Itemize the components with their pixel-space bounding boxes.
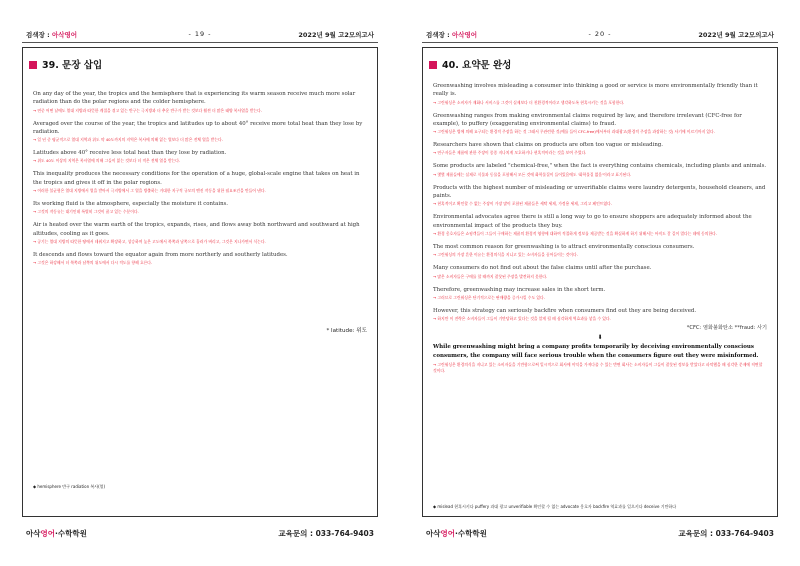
sentence-block [33,120,367,144]
academy-name: 아삭영어·수학학원 [26,529,87,538]
english-sentence: However, this strategy can seriously backfire when consumers find out they are being deceived. [433,307,697,314]
korean-translation: → 위도 40도 이상의 지역은 복사열에 의해 그들이 잃는 것보다 더 적은 전체 열을 받는다. [33,158,181,164]
summary-translation: → 그린워싱은 환경의식을 지니고 있는 소비자들을 기만함으로써 일시적으로 회사에 이익을 가져다줄 수 있는 반면 회사는 소비자들이 그들이 잘못된 정보를 받았다고 파악했을 때 심각한 문제에 직면할 것이다. [433,362,763,374]
sentence-block [33,221,367,245]
sentence-block [433,213,767,237]
reviewer: 검색장 : 아삭영어 [426,31,478,39]
korean-translation: → 하지만 이 전략은 소비자들이 그들이 기만당하고 있다는 것을 알게 될 때 심각하게 역효과를 낳을 수 있다. [433,316,611,322]
sentence-block [433,141,767,156]
korean-translation: → 환경 옹호자들은 쇼핑객들이 그들이 구매하는 제품의 환경적 영향에 대하여 적절하게 정보를 제공받는 것을 확실하게 하기 위해서는 아직도 갈 길이 멀다는 데에 동의한다. [433,230,718,236]
passage [433,82,767,380]
page-number: - 19 - [188,30,212,38]
korean-translation: → 일 년 중 평균적으로 열대 지역과 위도 약 40도까지의 지역은 복사에 의해 잃는 열보다 더 많은 전체 열을 받는다. [33,137,223,143]
sentence-block [33,170,367,194]
contact-info: 교육문의 : 033-764-9403 [678,529,774,538]
english-sentence: It descends and flows toward the equator again from more northerly and southerly latitudes. [33,251,288,258]
english-sentence: Latitudes above 40° receive less total heat than they lose by radiation. [33,150,227,157]
korean-translation: → 현혹적이고 확인할 수 없는 주장이 가장 많이 포함된 제품들은 세탁 세제, 가정용 세제, 그리고 페인트였다. [433,201,612,207]
sentence-block [433,307,767,322]
passage [33,90,367,272]
sentence-block [433,82,767,106]
sentence-block [433,184,767,208]
english-sentence: Averaged over the course of the year, the tropics and latitudes up to about 40° receive more total heat than they lose by radiation. [33,120,363,135]
english-sentence: On any day of the year, the tropics and the hemisphere that is experiencing its warm season receive much more solar radiation than do the polar regions and the colder hemisphere. [33,91,356,106]
section-title: 40. 요약문 완성 [429,57,511,71]
english-sentence: The most common reason for greenwashing is to attract environmentally conscious consumers. [433,243,695,250]
korean-translation: → 그린워싱의 가장 흔한 이유는 환경의식을 지니고 있는 소비자들을 끌어들이는 것이다. [433,252,578,258]
sentence-block [433,264,767,279]
korean-translation: → 몇몇 제품들에는 실제로 식물과 동물을 포함해서 모든 것에 화학물질이 들어있음에도 '화학물질 없음'이라고 표기된다. [433,171,632,177]
english-sentence: Greenwashing involves misleading a consumer into thinking a good or service is more environmentally friendly than it really is. [433,83,758,98]
english-sentence: Many consumers do not find out about the false claims until after the purchase. [433,265,652,272]
vocab-list: ◆ mislead 현혹시키다 puffery 과대 광고 unverifiable 확인할 수 없는 advocate 옹호자 backfire 역효과를 일으키다 deceive 기만하다 [433,504,677,509]
header-divider [22,42,378,43]
page-footer [422,526,778,542]
sentence-block [433,286,767,301]
question-box [22,47,378,517]
page-footer [22,526,378,542]
contact-info: 교육문의 : 033-764-9403 [278,529,374,538]
summary-sentence: While greenwashing might bring a company profits temporarily by deceiving environmentally conscious consumers, the company will face serious trouble when the consumers figure out they were misinformed. [433,344,759,360]
vocab-list: ◆ hemisphere 반구 radiation 복사(열) [33,484,106,489]
korean-translation: → 공기는 열대 지방의 따뜻한 땅에서 데워지고 확장하고, 상승하며 높은 고도에서 북쪽과 남쪽으로 흘러가 버리고, 그것은 지나가면서 식는다. [33,238,266,244]
sentence-block [33,149,367,164]
page-20 [400,0,800,566]
english-sentence: Air is heated over the warm earth of the tropics, expands, rises, and flows away both northward and southward at high altitudes, cooling as it goes. [33,222,360,237]
section-title: 39. 문장 삽입 [29,57,102,71]
korean-translation: → 그것은 하강해서 더 북쪽과 남쪽의 위도에서 다시 적도를 향해 흐른다. [33,260,153,266]
footnote: *CFC: 염화불화탄소 **fraud: 사기 [686,325,767,332]
english-sentence: Researchers have shown that claims on products are often too vague or misleading. [433,142,663,149]
question-box [422,47,778,517]
sentence-block [433,162,767,177]
english-sentence: Therefore, greenwashing may increase sales in the short term. [433,286,606,293]
exam-title: 2022년 9월 고2모의고사 [298,31,374,39]
sentence-block [433,243,767,258]
english-sentence: This inequality produces the necessary conditions for the operation of a huge, global-scale engine that takes on heat in the tropics and gives it off in the polar regions. [33,171,360,186]
korean-translation: → 연중 어떤 날에도 열대 지방과 따뜻한 계절을 겪고 있는 반구는 극지방과 더 추운 반구가 받는 것보다 훨씬 더 많은 태양 복사열을 받는다. [33,107,262,113]
header-divider [422,42,778,43]
korean-translation: → 많은 소비자들은 구매를 할 때까지 잘못된 주장을 발견하지 못한다. [433,273,548,279]
sentence-block [433,112,767,136]
sentence-block [33,90,367,114]
korean-translation: → 그린워싱은 소비자가 재화나 서비스를 그것이 실제보다 더 친환경적이라고 생각하도록 현혹시키는 것을 포함한다. [433,99,625,105]
reviewer-name: 아삭영어 [451,31,478,39]
korean-translation: → 그러므로 그린워싱은 단기적으로는 판매량을 증가시킬 수도 있다. [433,294,545,300]
square-bullet-icon [429,61,437,69]
summary-block [433,343,767,374]
korean-translation: → 이러한 불균형은 열대 지방에서 열을 받아서 극지방에서 그 열을 방출하는 거대한 지구적 규모의 엔진 작동을 위한 필요조건을 만들어 낸다. [33,188,266,194]
english-sentence: Environmental advocates agree there is still a long way to go to ensure shoppers are adequately informed about the environmental impact of the products they buy. [433,214,752,229]
sentence-block [33,200,367,215]
korean-translation: → 그린워싱은 법에 의해 요구되는 환경적 주장을 하는 것 그래서 무관련한 것(예를 들어 CFC-free)에서부터 과대광고(환경적 주장을 과장하는 것) 사기에 이르기까지 있다. [433,129,715,135]
english-sentence: Products with the highest number of misleading or unverifiable claims were laundry detergents, household cleaners, and paints. [433,184,766,200]
sentence-block [33,251,367,266]
academy-name: 아삭영어·수학학원 [426,529,487,538]
footnote: * latitude: 위도 [326,328,367,334]
english-sentence: Its working fluid is the atmosphere, especially the moisture it contains. [33,201,229,208]
square-bullet-icon [29,61,37,69]
english-sentence: Greenwashing ranges from making environmental claims required by law, and therefore irrelevant (CFC-free for example), to puffery (exaggerating environmental claims) to fraud. [433,112,742,127]
page-header [422,27,778,41]
page-header [22,27,378,41]
page-number: - 20 - [588,30,612,38]
english-sentence: Some products are labeled "chemical-free," when the fact is everything contains chemicals, including plants and animals. [433,163,767,170]
reviewer-name: 아삭영어 [51,31,78,39]
exam-title: 2022년 9월 고2모의고사 [698,31,774,39]
down-arrow-icon: ⬇ [597,334,603,342]
korean-translation: → 연구자들은 제품에 관한 주장이 종종 지나치게 모호하거나 현혹적이라는 것을 보여 주었다. [433,150,587,156]
korean-translation: → 그것의 작동유는 대기인데 특별히 그것이 품고 있는 수분이다. [33,209,139,215]
reviewer: 검색장 : 아삭영어 [26,31,78,39]
